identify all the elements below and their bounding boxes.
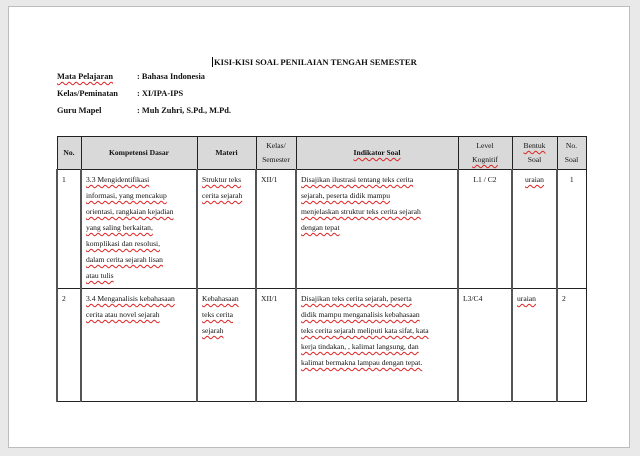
meta-value: : Muh Zuhri, S.Pd., M.Pd.	[137, 106, 232, 115]
cell-kelas: XII/1	[256, 289, 296, 402]
header-no: No.	[57, 137, 81, 170]
document-title	[212, 57, 417, 67]
meta-label: Kelas/Peminatan	[57, 89, 118, 98]
meta-value: : XI/IPA-IPS	[137, 89, 184, 98]
cell-materi: Struktur teks cerita sejarah	[197, 170, 256, 289]
header-kelas: Kelas/ Semester	[256, 137, 296, 170]
meta-label: Guru Mapel	[57, 106, 102, 115]
cell-level: L1 / C2	[458, 170, 512, 289]
meta-mata-pelajaran	[57, 72, 205, 81]
cell-bentuk: uraian	[512, 289, 557, 402]
table-row	[57, 170, 586, 289]
header-indikator: Indikator Soal	[296, 137, 458, 170]
cell-kd: 3.4 Menganalisis kebahasaan cerita atau novel sejarah	[81, 289, 197, 402]
cell-kelas: XII/1	[256, 170, 296, 289]
cell-kd: 3.3 Mengidentifikasi informasi, yang mencakup orientasi, rangkaian kejadian yang saling berkaitan, komplikasi dan resolusi, dalam cerita sejarah lisan atau tulis	[81, 170, 197, 289]
cell-level: L3/C4	[458, 289, 512, 402]
meta-guru	[57, 106, 232, 115]
meta-kelas	[57, 89, 184, 98]
meta-value: : Bahasa Indonesia	[137, 72, 205, 81]
header-level: Level Kognitif	[458, 137, 512, 170]
header-bentuk: Bentuk Soal	[512, 137, 557, 170]
table-header-row	[57, 137, 586, 170]
cell-indikator: Disajikan ilustrasi tentang teks cerita sejarah, peserta didik mampu menjelaskan struktur teks cerita sejarah dengan tepat	[296, 170, 458, 289]
title-text: KISI-KISI SOAL PENILAIAN TENGAH SEMESTER	[214, 57, 417, 67]
table-row	[57, 289, 586, 402]
cell-no: 1	[57, 170, 81, 289]
cell-materi: Kebahasaan teks cerita sejarah	[197, 289, 256, 402]
header-kd: Kompetensi Dasar	[81, 137, 197, 170]
cell-indikator: Disajikan teks cerita sejarah, peserta didik mampu menganalisis kebahasaan teks cerita sejarah meliputi kata sifat, kata kerja tindakan, , kalimat langsung, dan kalimat bermakna lampau dengan tepat.	[296, 289, 458, 402]
cell-no: 2	[57, 289, 81, 402]
cell-bentuk: uraian	[512, 170, 557, 289]
meta-label: Mata Pelajaran	[57, 72, 114, 81]
kisi-kisi-table	[56, 136, 587, 402]
text-cursor	[212, 57, 213, 67]
cell-nosoal: 2	[557, 289, 586, 402]
header-materi: Materi	[197, 137, 256, 170]
cell-nosoal: 1	[557, 170, 586, 289]
header-nosoal: No. Soal	[557, 137, 586, 170]
